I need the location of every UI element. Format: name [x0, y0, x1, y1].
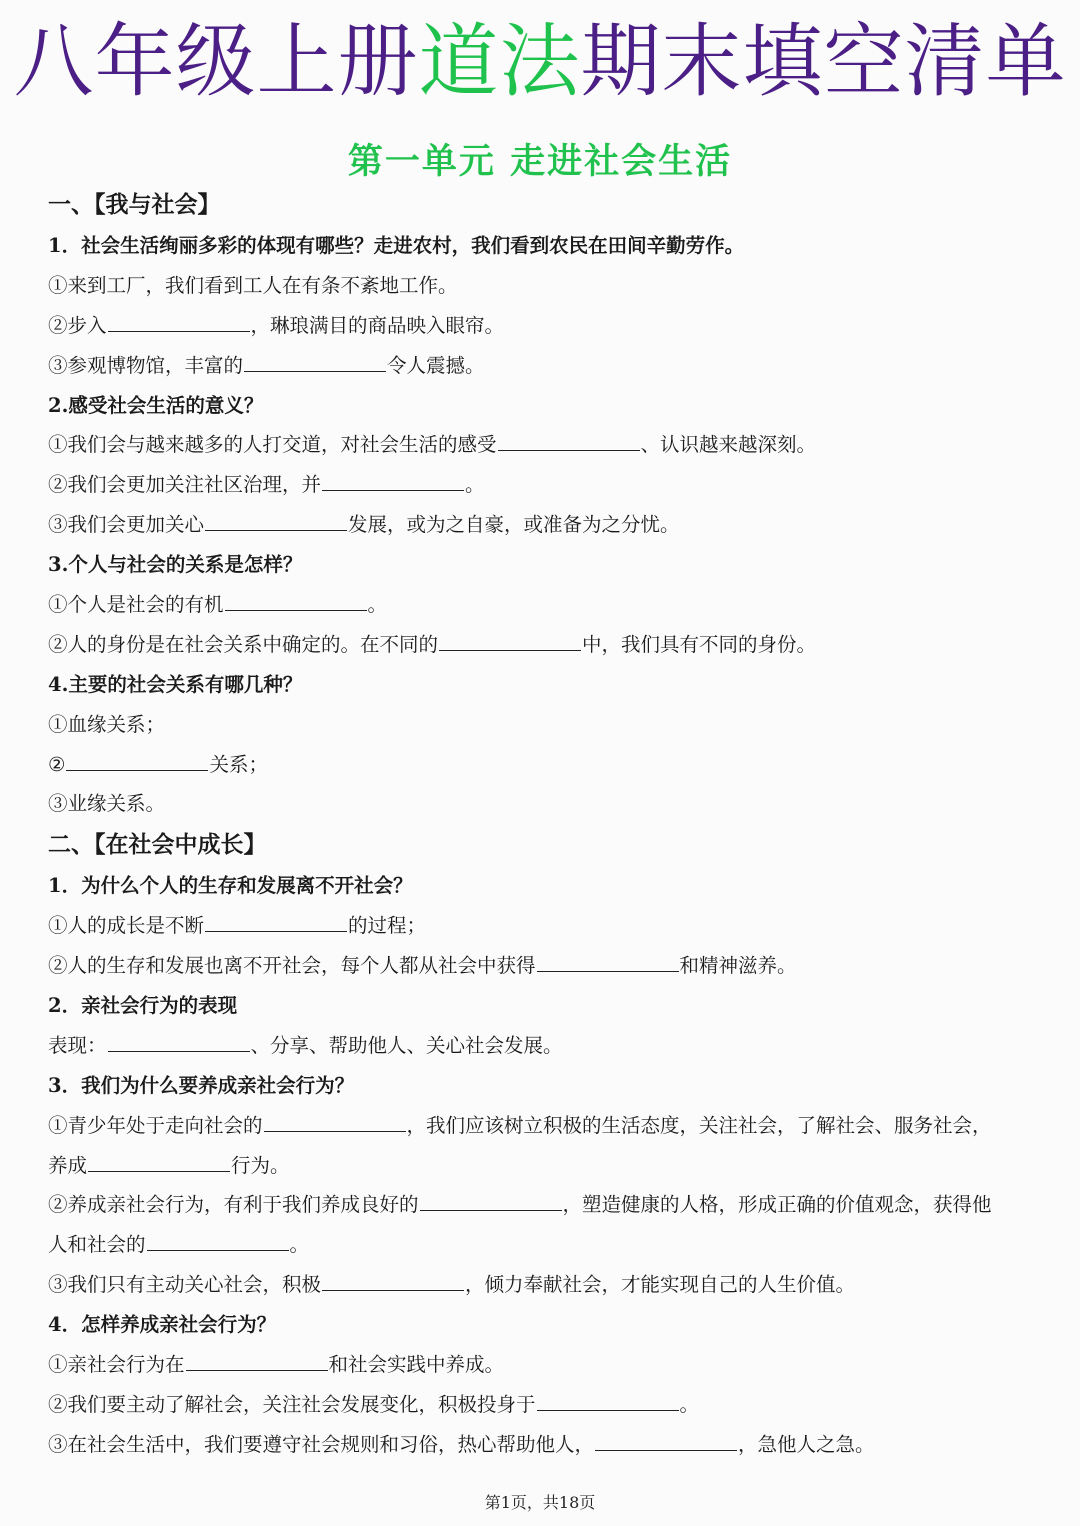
s2-q3-question: 3．我们为什么要养成亲社会行为？: [48, 1073, 355, 1097]
fill-blank: [595, 1449, 737, 1451]
fill-blank: [498, 449, 640, 451]
section1-heading: 一、【我与社会】: [48, 191, 221, 218]
fill-blank: [322, 489, 464, 491]
fill-blank: [186, 1369, 328, 1371]
s1-q4-question: 4.主要的社会关系有哪几种？: [48, 672, 303, 696]
fill-blank: [108, 330, 250, 332]
s2-q4-question: 4．怎样养成亲社会行为？: [48, 1313, 277, 1337]
text: ，急他人之急。: [738, 1432, 875, 1456]
fill-blank: [537, 970, 679, 972]
text: 的过程；: [348, 914, 427, 938]
page-footer: 第1页，共18页: [484, 1493, 596, 1512]
text: 。: [465, 473, 485, 497]
text: ②养成亲社会行为，有利于我们养成良好的: [48, 1193, 419, 1217]
text: 行为。: [231, 1153, 290, 1177]
unit-heading: 第一单元 走进社会生活: [347, 142, 733, 182]
text: 表现：: [48, 1033, 107, 1057]
fill-blank: [147, 1249, 289, 1251]
fill-blank: [108, 1050, 250, 1052]
text: ②: [48, 752, 66, 776]
text: ，琳琅满目的商品映入眼帘。: [250, 313, 505, 337]
fill-blank: [88, 1170, 230, 1172]
s2-q3-a1b: [48, 1146, 1048, 1186]
s1-q4-a2: [48, 745, 1048, 785]
text: ，我们应该树立积极的生活态度，关注社会，了解社会、服务社会，: [406, 1113, 992, 1137]
s1-q3-a2: [48, 625, 1048, 665]
s1-q1-a3: [48, 346, 1048, 386]
text: ①我们会与越来越多的人打交道，对社会生活的感受: [48, 433, 497, 457]
text: 。: [679, 1392, 700, 1416]
text: ②人的身份是在社会关系中确定的。在不同的: [48, 632, 439, 656]
s1-q2-a1: [48, 425, 1048, 465]
title-part2: 道法: [418, 15, 581, 108]
text: 发展，或为之自豪，或准备为之分忧。: [348, 513, 680, 537]
text: 和精神滋养。: [679, 954, 797, 978]
fill-blank: [244, 370, 386, 372]
text: 中，我们具有不同的身份。: [582, 632, 817, 656]
text: 和社会实践中养成。: [328, 1353, 505, 1377]
text: ①亲社会行为在: [48, 1353, 185, 1377]
text: ②步入: [48, 313, 107, 337]
text: ②人的生存和发展也离不开社会，每个人都从社会中获得: [48, 954, 536, 978]
text: ③在社会生活中，我们要遵守社会规则和习俗，热心帮助他人，: [48, 1432, 595, 1456]
fill-blank: [264, 1130, 406, 1132]
s1-q2-question: 2.感受社会生活的意义？: [48, 393, 264, 417]
text: ①青少年处于走向社会的: [48, 1113, 263, 1137]
title-part3: 期末填空清单: [580, 15, 1067, 108]
page-title: [0, 8, 1080, 116]
text: 人和社会的: [48, 1233, 146, 1257]
text: 、分享、帮助他人、关心社会发展。: [250, 1033, 563, 1057]
title-part1: 八年级上册: [13, 15, 419, 108]
s1-q2-a2: [48, 465, 1048, 505]
s2-q1-a1: [48, 906, 1048, 946]
s2-q2-question: 2．亲社会行为的表现: [48, 994, 238, 1018]
text: 养成: [48, 1153, 88, 1177]
text: 。: [367, 593, 388, 617]
s1-q3-a1: [48, 585, 1048, 625]
s2-q3-a2b: [48, 1225, 1048, 1265]
s1-q3-question: 3.个人与社会的关系是怎样？: [48, 553, 303, 577]
text: ②我们要主动了解社会，关注社会发展变化，积极投身于: [48, 1392, 536, 1416]
text: ，塑造健康的人格，形成正确的价值观念，获得他: [562, 1193, 992, 1217]
fill-blank: [205, 529, 347, 531]
fill-blank: [66, 769, 208, 771]
s1-q1-a1: ①来到工厂，我们看到工人在有条不紊地工作。: [48, 273, 458, 297]
s1-q2-a3: [48, 505, 1048, 545]
text: 。: [289, 1233, 310, 1257]
text: ②我们会更加关注社区治理，并: [48, 473, 322, 497]
fill-blank: [420, 1209, 562, 1211]
text: 令人震撼。: [387, 353, 485, 377]
text: 关系；: [209, 752, 268, 776]
text: ，倾力奉献社会，才能实现自己的人生价值。: [465, 1273, 856, 1297]
s2-q3-a2: [48, 1185, 1048, 1225]
s1-q4-a1: ①血缘关系；: [48, 712, 166, 736]
s1-q1-question: 1．社会生活绚丽多彩的体现有哪些？走进农村，我们看到农民在田间辛勤劳作。: [48, 234, 745, 257]
fill-blank: [322, 1289, 464, 1291]
fill-blank: [537, 1409, 679, 1411]
s2-q4-a2: [48, 1385, 1048, 1425]
s2-q3-a3: [48, 1265, 1048, 1305]
s2-q1-question: 1．为什么个人的生存和发展离不开社会？: [48, 874, 413, 898]
s2-q4-a1: [48, 1345, 1048, 1385]
text: ③参观博物馆，丰富的: [48, 353, 244, 377]
fill-blank: [225, 609, 367, 611]
s2-q1-a2: [48, 946, 1048, 986]
s1-q1-a2: [48, 306, 1048, 346]
section2-heading: 二、【在社会中成长】: [48, 831, 267, 859]
text: ③我们会更加关心: [48, 513, 205, 537]
fill-blank: [205, 930, 347, 932]
document-body: [48, 184, 1048, 1465]
s2-q3-a1: [48, 1106, 1048, 1146]
fill-blank: [439, 649, 581, 651]
text: ①个人是社会的有机: [48, 593, 224, 617]
s1-q4-a3: ③业缘关系。: [48, 792, 166, 816]
text: ③我们只有主动关心社会，积极: [48, 1273, 322, 1297]
s2-q2-a1: [48, 1026, 1048, 1066]
text: ①人的成长是不断: [48, 914, 205, 938]
s2-q4-a3: [48, 1425, 1048, 1465]
text: 、认识越来越深刻。: [640, 433, 817, 457]
